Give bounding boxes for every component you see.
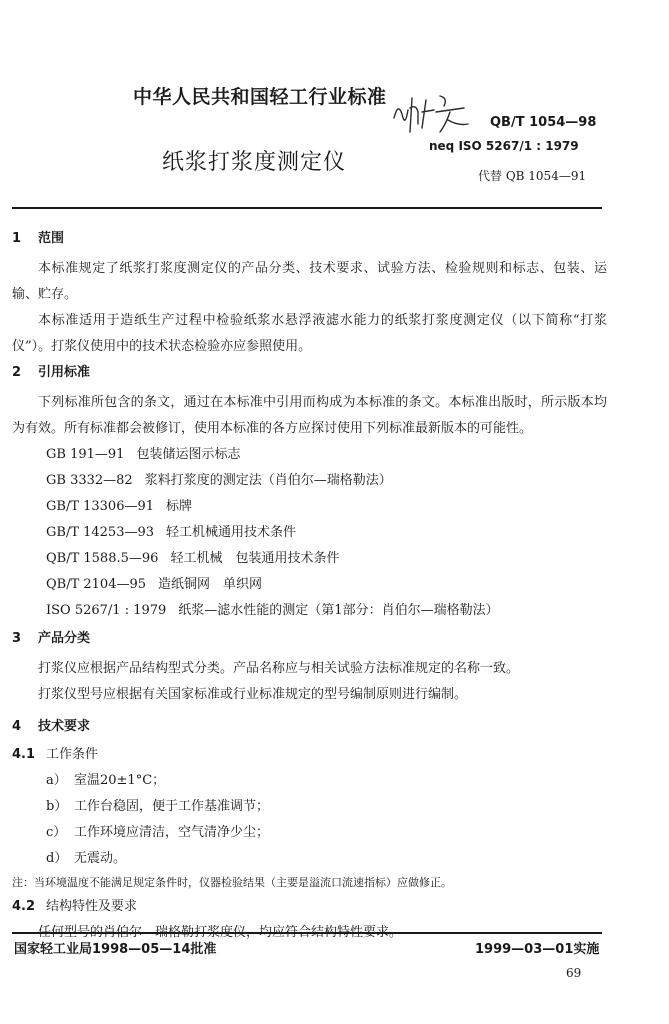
list-item [12,794,607,820]
section-number: 4 [12,719,22,734]
subsection-title: 工作条件 [46,747,99,762]
section-heading [12,626,607,652]
subsection-heading [12,894,607,920]
item-label: a） [46,773,67,788]
paragraph: 本标准规定了纸浆打浆度测定仪的产品分类、技术要求、试验方法、检验规则和标志、包装、运输、贮存。 [12,261,607,302]
page-number: 69 [566,966,582,980]
handwritten-signature [388,88,480,140]
standard-title: 中华人民共和国轻工行业标准 [133,86,387,108]
item-text: 无震动。 [74,851,127,866]
reference-item [12,546,607,572]
item-text: 室温20±1°C； [74,773,166,788]
subsection-number: 4.1 [12,747,36,762]
item-label: c） [46,825,67,840]
reference-code: GB 191—91 [46,447,125,462]
standard-code: QB/T 1054—98 [490,115,597,130]
reference-code: QB/T 1588.5—96 [46,551,159,566]
reference-item [12,598,607,624]
reference-code: GB/T 13306—91 [46,499,155,514]
reference-code: QB/T 2104—95 [46,577,147,592]
reference-title: 包装储运图示标志 [136,447,241,462]
item-label: d） [46,851,68,866]
reference-item [12,468,607,494]
subsection-title: 结构特性及要求 [46,899,138,914]
list-item [12,768,607,794]
reference-item [12,442,607,468]
subsection-heading [12,742,607,768]
top-divider [12,207,602,209]
section-number: 3 [12,631,22,646]
reference-title: 轻工机械通用技术条件 [166,525,297,540]
implementation-date: 1999—03—01实施 [475,942,600,957]
reference-title: 轻工机械 包装通用技术条件 [170,551,340,566]
reference-item [12,572,607,598]
replaces-note: 代替 QB 1054—91 [478,169,587,183]
reference-code: GB/T 14253—93 [46,525,155,540]
reference-code: GB 3332—82 [46,473,133,488]
section-heading [12,714,607,740]
list-item [12,846,607,872]
paragraph: 打浆仪应根据产品结构型式分类。产品名称应与相关试验方法标准规定的名称一致。 [38,661,520,676]
section-number: 2 [12,365,22,380]
list-item [12,820,607,846]
reference-item [12,520,607,546]
paragraph: 任何型号的肖伯尔—瑞格勒打浆度仪，均应符合结构特性要求。 [38,925,403,940]
reference-title: 浆料打浆度的测定法（肖伯尔—瑞格勒法） [144,473,392,488]
section-title: 范围 [38,231,65,246]
reference-title: 造纸铜网 单织网 [158,577,263,592]
section-title: 引用标准 [38,365,91,380]
reference-title: 纸浆—滤水性能的测定（第1部分：肖伯尔—瑞格勒法） [178,603,499,618]
section-scope [12,226,607,360]
paragraph: 本标准适用于造纸生产过程中检验纸浆水悬浮液滤水能力的纸浆打浆度测定仪（以下简称“打浆仪”）。打浆仪使用中的技术状态检验亦应参照使用。 [12,313,607,354]
item-text: 工作环境应清洁，空气清净少尘； [74,825,270,840]
reference-title: 标牌 [166,499,193,514]
section-title: 产品分类 [38,631,91,646]
section-title: 技术要求 [38,719,91,734]
reference-item [12,494,607,520]
document-title: 纸浆打浆度测定仪 [162,150,347,175]
section-references [12,360,607,624]
subsection-number: 4.2 [12,899,36,914]
neq-reference: neq ISO 5267/1 : 1979 [429,139,579,153]
section-heading [12,226,607,252]
approval-line: 国家轻工业局1998—05—14批准 [14,942,217,957]
note-text: 注：当环境温度不能满足规定条件时，仪器检验结果（主要是溢流口流速指标）应做修正。 [12,876,452,889]
item-label: b） [46,799,68,814]
bottom-divider [12,932,602,934]
paragraph: 打浆仪型号应根据有关国家标准或行业标准规定的型号编制原则进行编制。 [38,687,468,702]
section-requirements [12,714,607,946]
section-heading [12,360,607,386]
section-classification [12,626,607,708]
item-text: 工作台稳固，便于工作基准调节； [74,799,270,814]
section-number: 1 [12,231,22,246]
reference-code: ISO 5267/1 : 1979 [46,603,167,618]
paragraph: 下列标准所包含的条文，通过在本标准中引用而构成为本标准的条文。本标准出版时，所示版本均为有效。所有标准都会被修订，使用本标准的各方应探讨使用下列标准最新版本的可能性。 [12,395,607,436]
